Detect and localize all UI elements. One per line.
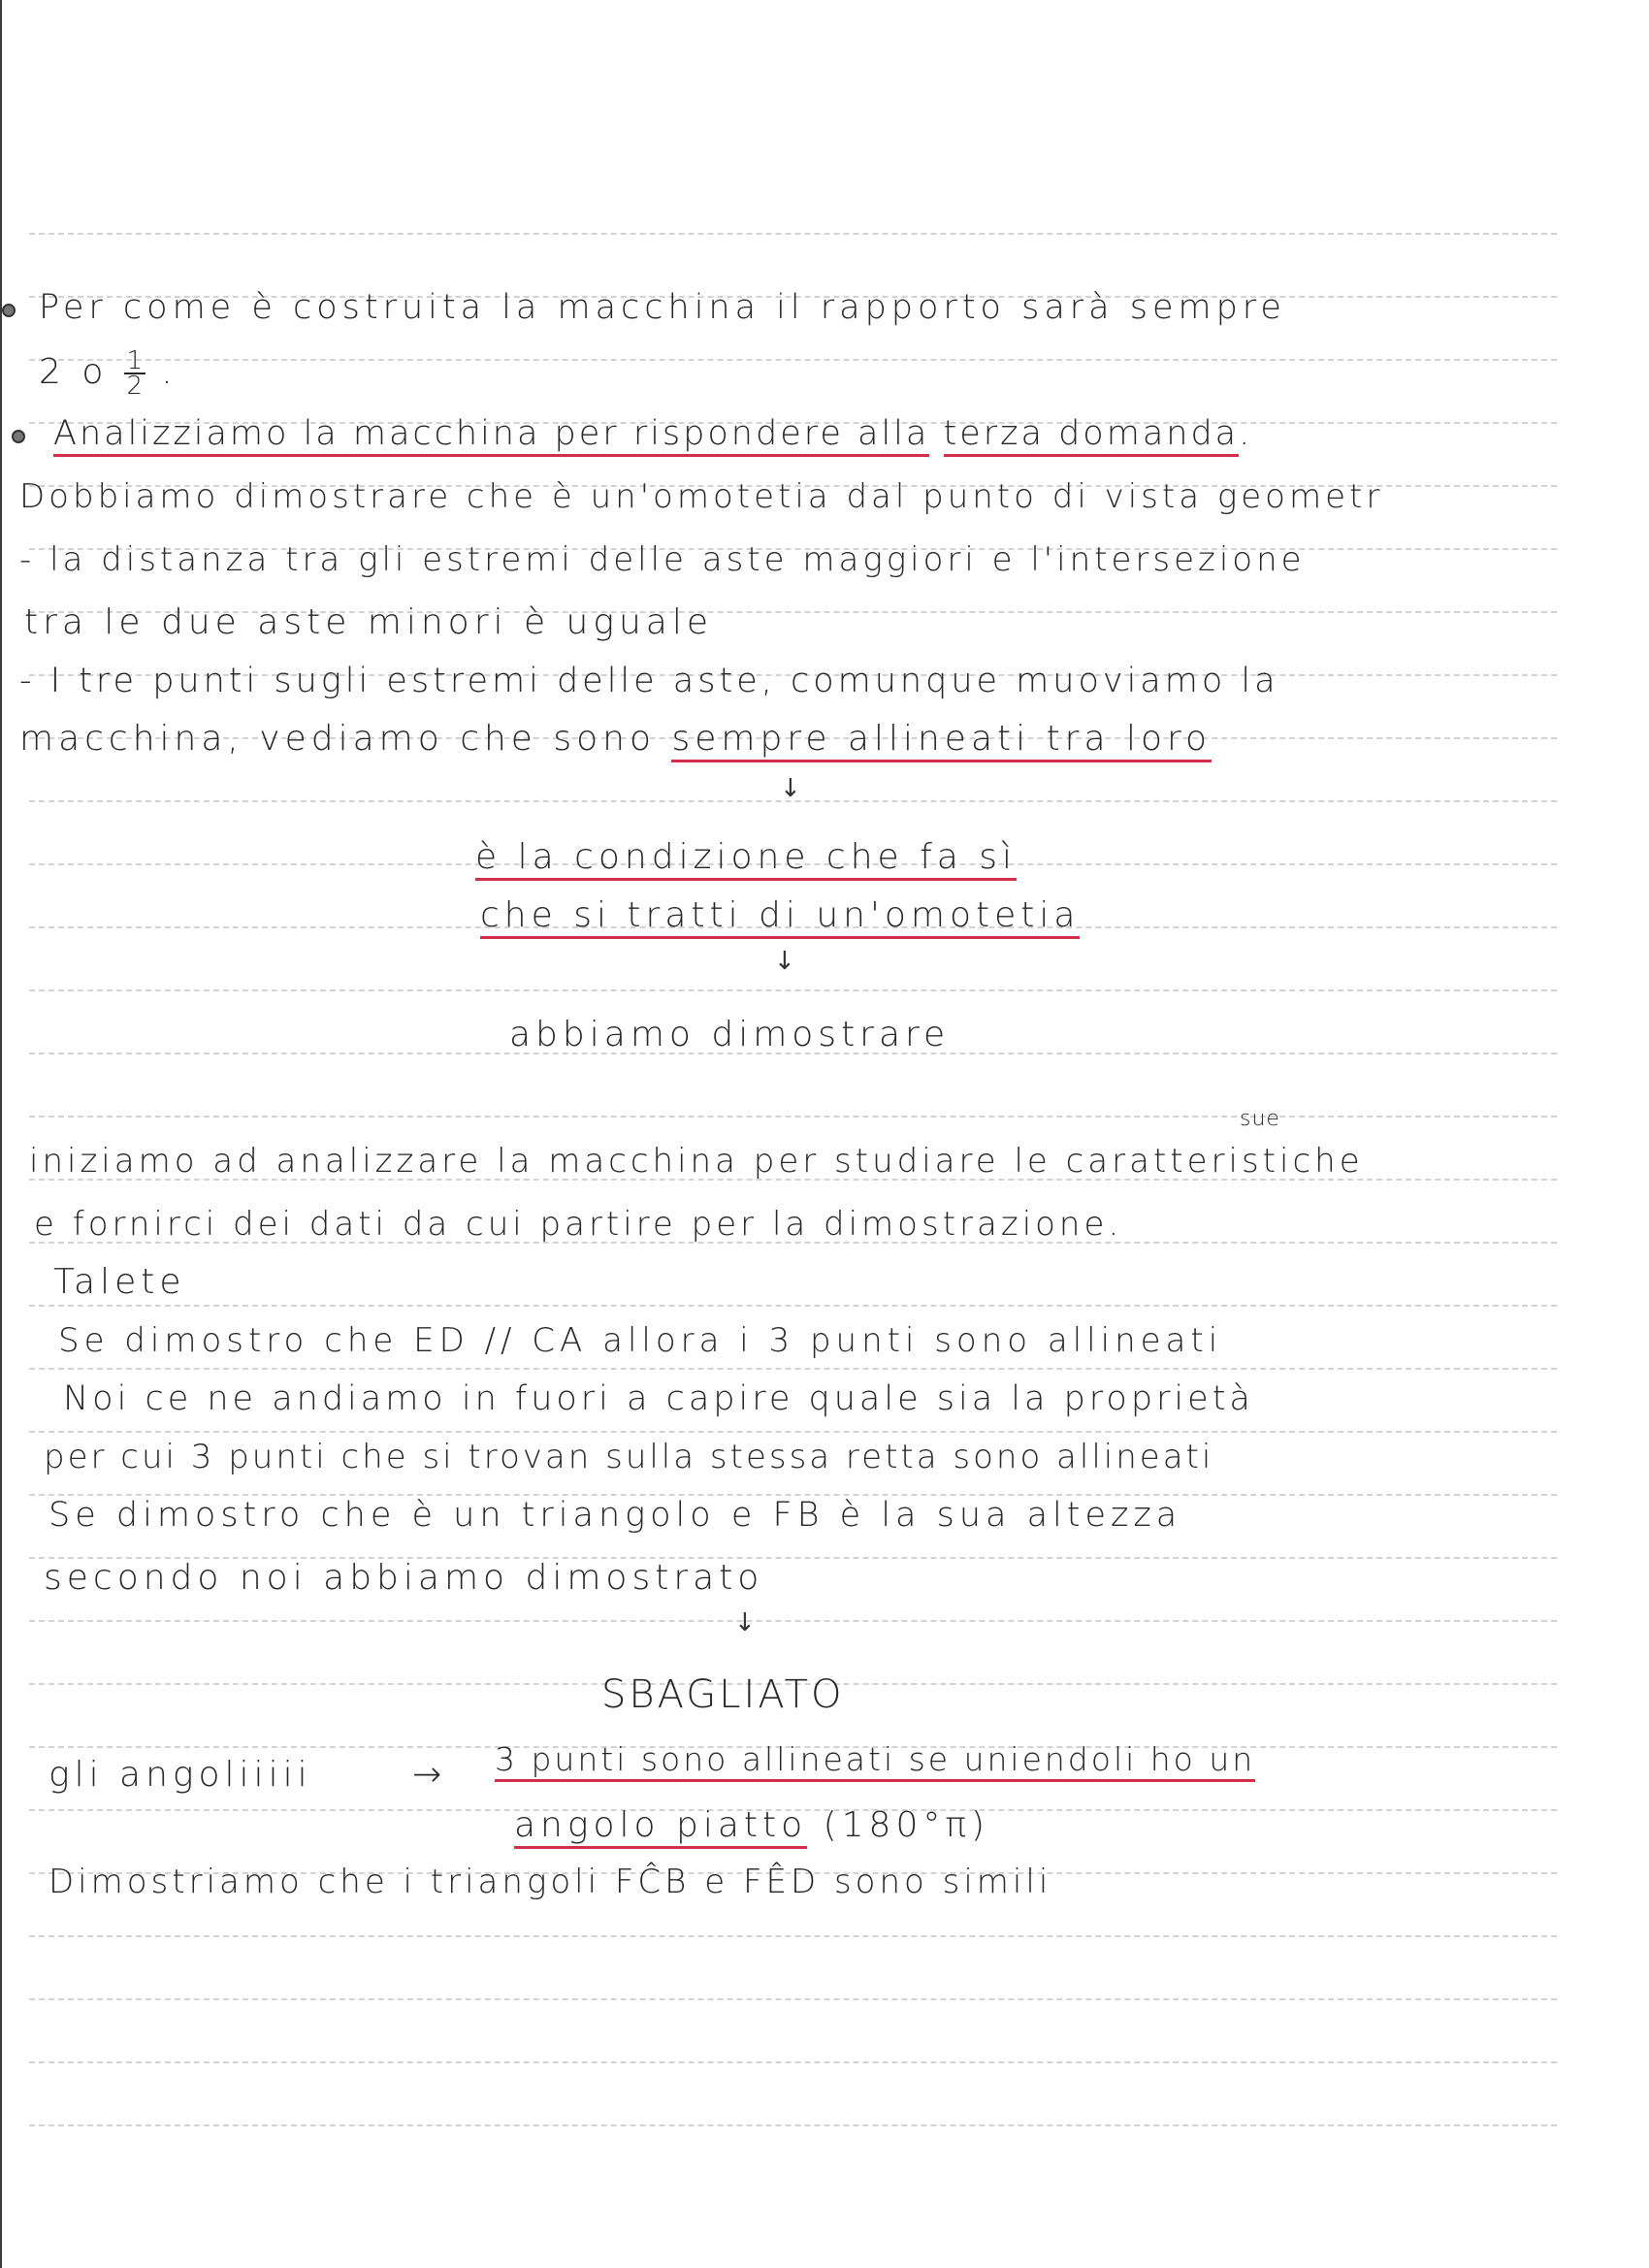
note-line-22 <box>514 1804 989 1847</box>
note-line-19: secondo noi abbiamo dimostrato <box>44 1558 764 1598</box>
note-line-16: Noi ce ne andiamo in fuori a capire quale sia la proprietà <box>63 1379 1254 1418</box>
note-line-9 <box>475 836 1017 879</box>
ruled-line <box>29 989 1557 991</box>
ruled-line <box>29 1305 1557 1307</box>
note-line-18: Se dimostro che è un triangolo e FB è la sua altezza <box>48 1496 1182 1535</box>
note-line-21-left: gli angoliiiii <box>48 1755 312 1795</box>
note-line-17: per cui 3 punti che si trovan sulla stessa retta sono allineati <box>44 1438 1214 1476</box>
ruled-line <box>29 1116 1557 1118</box>
note-line-11: abbiamo dimostrare <box>509 1015 951 1054</box>
fraction <box>124 346 146 401</box>
note-line-4: Dobbiamo dimostrare che è un'omotetia dal punto di vista geometr <box>19 477 1384 516</box>
down-arrow-icon: ↓ <box>774 947 795 976</box>
note-line-3-main: Analizziamo la macchina per rispondere alla <box>53 414 929 457</box>
ruled-line <box>29 359 1557 361</box>
right-arrow-icon: → <box>412 1755 447 1795</box>
ruled-line <box>29 1368 1557 1370</box>
down-arrow-icon: ↓ <box>734 1608 756 1637</box>
note-line-15: Se dimostro che ED // CA allora i 3 punti sono allineati <box>58 1321 1223 1360</box>
ruled-line <box>29 2124 1557 2126</box>
note-line-20-heading: SBAGLIATO <box>601 1672 845 1717</box>
note-line-3-highlight: terza domanda <box>944 414 1240 457</box>
note-line-2-prefix: 2 o <box>39 352 109 392</box>
note-line-8-main: macchina, vediamo che sono <box>19 719 657 759</box>
note-line-9-text: è la condizione che fa sì <box>475 837 1017 881</box>
ruled-line <box>29 233 1557 235</box>
note-line-21-right-text: 3 punti sono allineati se uniendoli ho un <box>495 1740 1255 1782</box>
note-line-12-insert: sue <box>1240 1107 1280 1131</box>
bullet-icon <box>12 430 25 443</box>
note-line-3 <box>53 412 1252 455</box>
note-line-23: Dimostriamo che i triangoli FĈB e FÊD sono simili <box>48 1863 1052 1901</box>
down-arrow-icon: ↓ <box>780 774 801 803</box>
note-line-10-text: che si tratti di un'omotetia <box>480 895 1080 939</box>
note-line-12: iniziamo ad analizzare la macchina per studiare le caratteristiche <box>29 1142 1364 1181</box>
note-line-13: e fornirci dei dati da cui partire per la dimostrazione. <box>34 1205 1123 1244</box>
note-line-8 <box>19 718 1212 761</box>
bullet-icon <box>2 304 16 317</box>
note-line-8-highlight: sempre allineati tra loro <box>671 719 1212 762</box>
ruled-line <box>29 1935 1557 1937</box>
ruled-line <box>29 2061 1557 2063</box>
note-line-3-period: . <box>1239 414 1253 453</box>
page-left-edge <box>0 0 2 2268</box>
ruled-line <box>29 1620 1557 1622</box>
note-line-22-highlight: angolo piatto <box>514 1805 807 1849</box>
note-line-14: Talete <box>53 1262 186 1302</box>
note-line-2 <box>39 346 178 401</box>
note-line-10 <box>480 894 1080 937</box>
note-line-21-right <box>495 1738 1255 1781</box>
note-line-6: tra le due aste minori è uguale <box>24 602 713 642</box>
note-line-2-suffix: . <box>161 352 178 392</box>
note-line-22-angle: (180°π) <box>823 1805 990 1845</box>
fraction-denominator: 2 <box>126 372 144 401</box>
ruled-line <box>29 1998 1557 2000</box>
note-line-7: - I tre punti sugli estremi delle aste, comunque muoviamo la <box>19 662 1279 700</box>
note-line-5: - la distanza tra gli estremi delle aste maggiori e l'intersezione <box>19 540 1306 579</box>
ruled-line <box>29 1431 1557 1433</box>
note-line-1: Per come è costruita la macchina il rapporto sarà sempre <box>39 288 1286 327</box>
fraction-numerator: 1 <box>126 346 144 375</box>
